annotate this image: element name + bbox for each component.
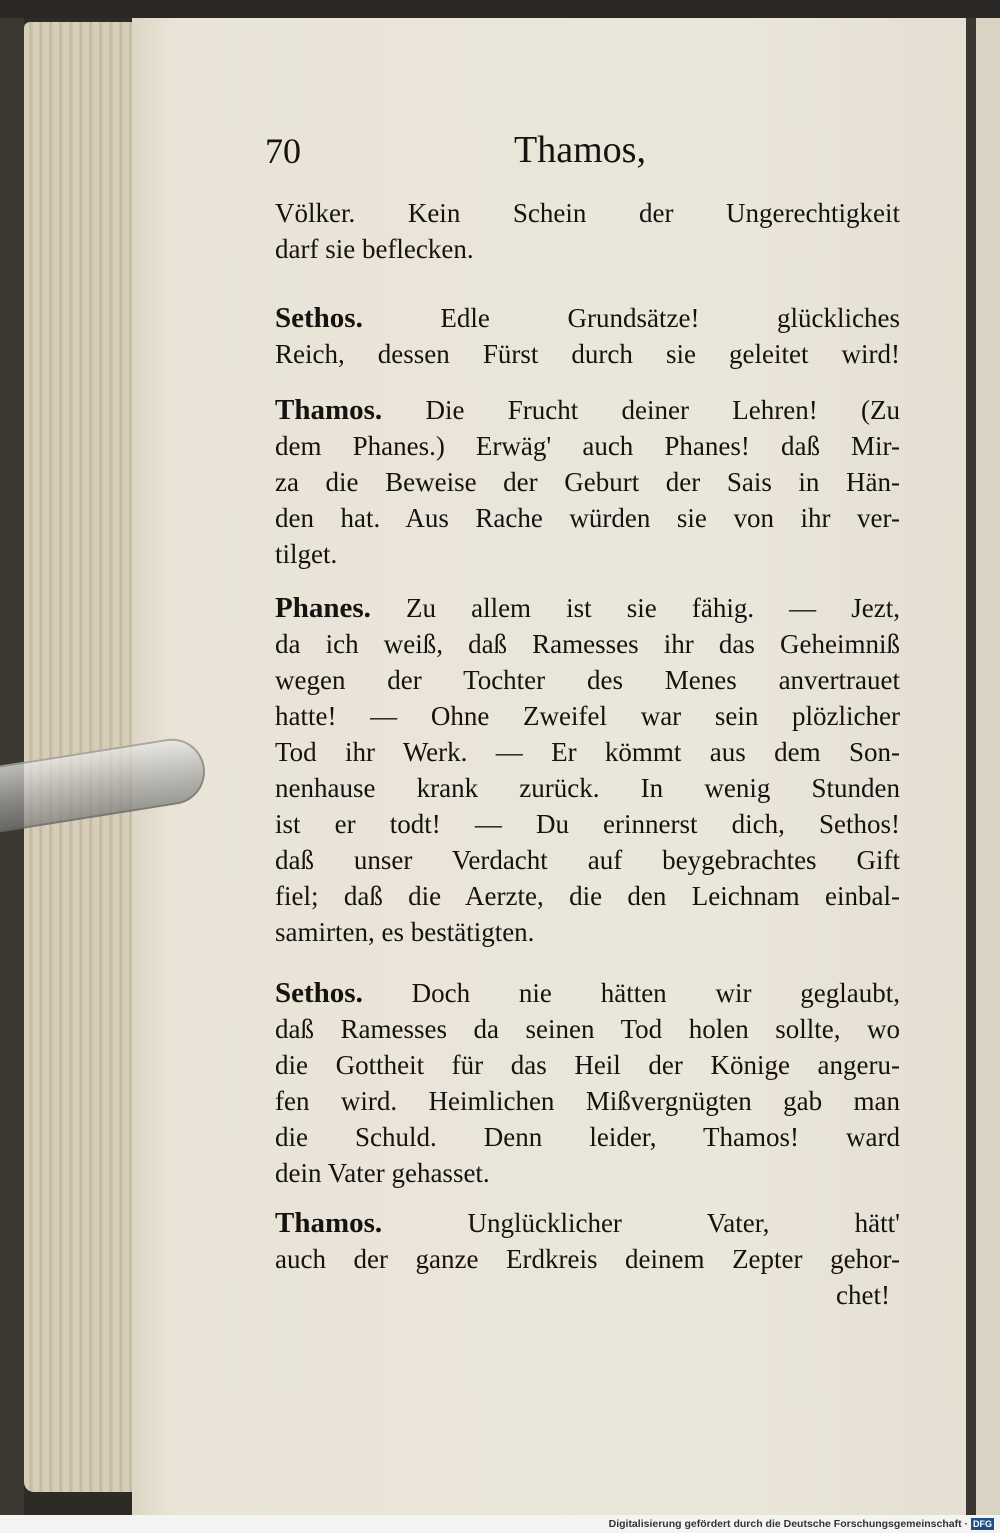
paragraph-continuation	[275, 195, 900, 267]
text-line: dein Vater gehasset.	[275, 1158, 490, 1188]
text-line: daß unser Verdacht auf beygebrachtes Gift	[275, 845, 900, 875]
paragraph-sethos	[275, 300, 900, 372]
speaker-name: Phanes.	[275, 592, 371, 624]
text-line	[275, 975, 900, 1011]
text-line: dem Phanes.) Erwäg' auch Phanes! daß Mir-	[275, 431, 900, 461]
text-line: wegen der Tochter des Menes anvertrauet	[275, 665, 900, 695]
paragraph-thamos	[275, 1205, 900, 1313]
text-line: nenhause krank zurück. In wenig Stunden	[275, 773, 900, 803]
page-number: 70	[265, 131, 301, 171]
text-line: hatte! — Ohne Zweifel war sein plözlicher	[275, 701, 900, 731]
line-text: Edle Grundsätze! glückliches	[440, 303, 900, 333]
dfg-logo: DFG	[973, 1519, 992, 1530]
footer-text: Digitalisierung gefördert durch die Deutsche Forschungsgemeinschaft ·	[608, 1518, 968, 1530]
text-line: ist er todt! — Du erinnerst dich, Sethos!	[275, 809, 900, 839]
text-line: Völker. Kein Schein der Ungerechtigkeit	[275, 198, 900, 228]
paragraph-thamos	[275, 392, 900, 572]
text-line: samirten, es bestätigten.	[275, 917, 535, 947]
text-line	[275, 300, 900, 336]
running-head: Thamos,	[514, 129, 646, 171]
speaker-name: Thamos.	[275, 1207, 383, 1239]
line-text: Unglücklicher Vater, hätt'	[467, 1208, 900, 1238]
line-text: Die Frucht deiner Lehren! (Zu	[425, 395, 900, 425]
speaker-name: Sethos.	[275, 302, 363, 334]
scan-top-edge	[0, 0, 1000, 18]
text-line: da ich weiß, daß Ramesses ihr das Geheimniß	[275, 629, 900, 659]
text-line: fiel; daß die Aerzte, die den Leichnam einbal-	[275, 881, 900, 911]
text-line: die Gottheit für das Heil der Könige angeru-	[275, 1050, 900, 1080]
text-line: za die Beweise der Geburt der Sais in Hän-	[275, 467, 900, 497]
facing-page-edge	[976, 18, 1000, 1515]
line-text: Zu allem ist sie fähig. — Jezt,	[406, 593, 900, 623]
text-line: auch der ganze Erdkreis deinem Zepter gehor-	[275, 1244, 900, 1274]
speaker-name: Thamos.	[275, 394, 383, 426]
digitization-footer	[0, 1515, 1000, 1533]
line-text: Doch nie hätten wir geglaubt,	[411, 978, 900, 1008]
catchword-line: chet!	[836, 1280, 890, 1310]
text-line	[275, 392, 900, 428]
text-line: tilget.	[275, 539, 338, 569]
text-line: darf sie beflecken.	[275, 234, 474, 264]
text-line: daß Ramesses da seinen Tod holen sollte, wo	[275, 1014, 900, 1044]
speaker-name: Sethos.	[275, 977, 363, 1009]
paragraph-phanes	[275, 590, 900, 950]
text-line: fen wird. Heimlichen Mißvergnügten gab man	[275, 1086, 900, 1116]
text-line	[275, 1205, 900, 1241]
text-line: den hat. Aus Rache würden sie von ihr ver-	[275, 503, 900, 533]
text-line: Tod ihr Werk. — Er kömmt aus dem Son-	[275, 737, 900, 767]
book-gutter	[966, 18, 976, 1515]
paragraph-sethos	[275, 975, 900, 1191]
text-line	[275, 590, 900, 626]
text-line: Reich, dessen Fürst durch sie geleitet wird!	[275, 339, 900, 369]
text-line: die Schuld. Denn leider, Thamos! ward	[275, 1122, 900, 1152]
